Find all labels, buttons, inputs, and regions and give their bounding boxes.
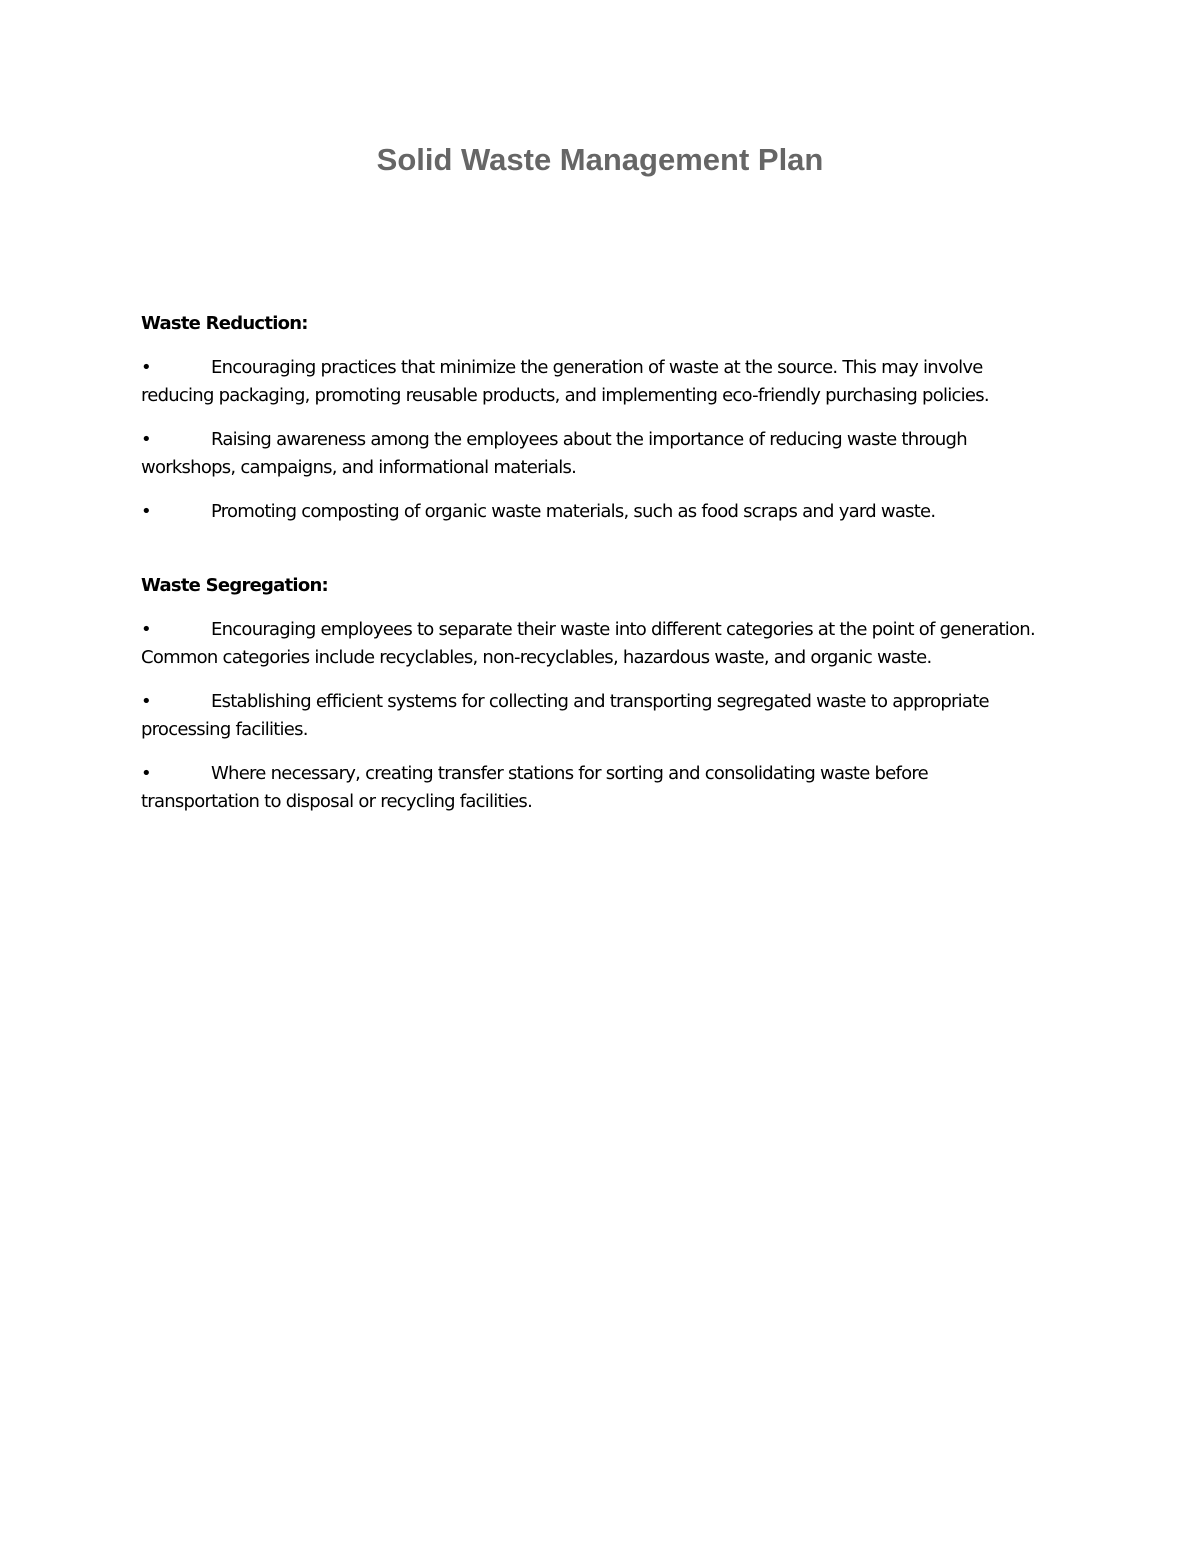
section-waste-segregation — [141, 572, 1041, 816]
bullet-icon: • — [141, 619, 151, 640]
bullet-icon: • — [141, 429, 151, 450]
section-heading: Waste Segregation: — [141, 575, 328, 596]
section-heading: Waste Reduction: — [141, 313, 308, 334]
bullet-icon: • — [141, 691, 151, 712]
bullet-icon: • — [141, 357, 151, 378]
list-item — [141, 688, 1041, 744]
document-body — [141, 310, 1041, 832]
list-item-text: Encouraging employees to separate their waste into different categories at the point of generation. Common categories include recyclables, non-recyclables, hazardous waste, and organic waste. — [141, 619, 1035, 668]
list-item — [141, 426, 1041, 482]
list-item — [141, 354, 1041, 410]
list-item-text: Encouraging practices that minimize the generation of waste at the source. This may involve reducing packaging, promoting reusable products, and implementing eco-friendly purchasing policies. — [141, 357, 989, 406]
bullet-list — [141, 354, 1041, 526]
document-title: Solid Waste Management Plan — [376, 142, 824, 177]
list-item — [141, 760, 1041, 816]
bullet-icon: • — [141, 501, 151, 522]
section-waste-reduction — [141, 310, 1041, 526]
list-item-text: Raising awareness among the employees about the importance of reducing waste through workshops, campaigns, and informational materials. — [141, 429, 967, 478]
list-item — [141, 616, 1041, 672]
list-item-text: Where necessary, creating transfer stations for sorting and consolidating waste before transportation to disposal or recycling facilities. — [141, 763, 928, 812]
list-item-text: Promoting composting of organic waste materials, such as food scraps and yard waste. — [211, 501, 936, 522]
list-item-text: Establishing efficient systems for collecting and transporting segregated waste to appropriate processing facilities. — [141, 691, 989, 740]
bullet-icon: • — [141, 763, 151, 784]
list-item — [141, 498, 1041, 526]
bullet-list — [141, 616, 1041, 816]
